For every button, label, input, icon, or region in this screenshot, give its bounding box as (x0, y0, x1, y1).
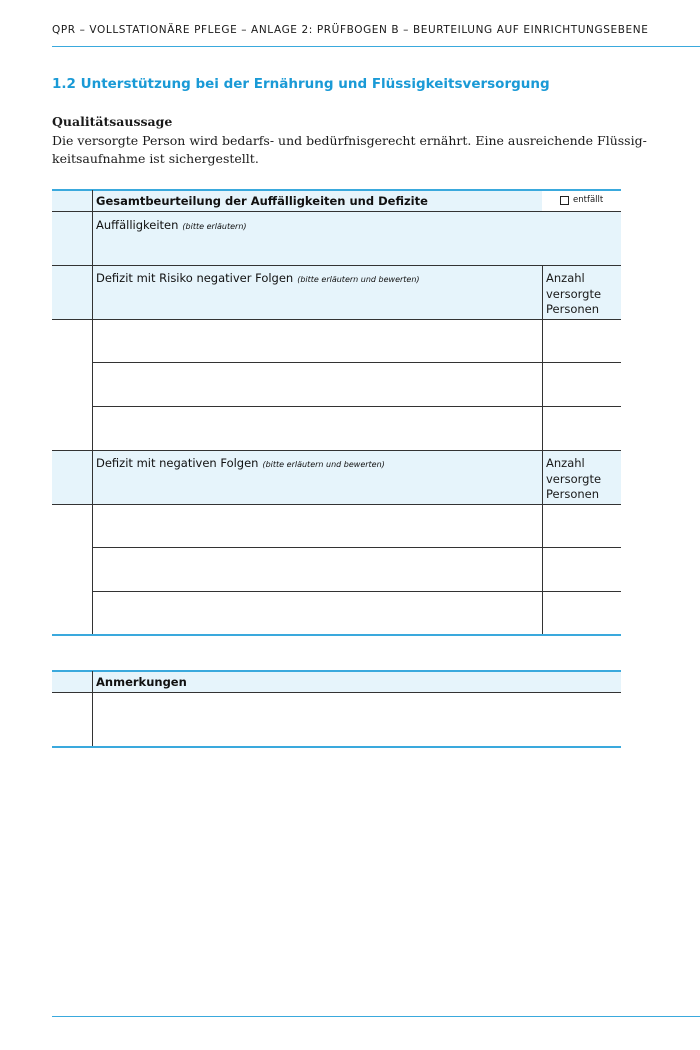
negativ-hint: (bitte erläutern und bewerten) (262, 460, 385, 469)
qualitaetsaussage-heading: Qualitätsaussage (52, 114, 173, 129)
section-title: 1.2 Unterstützung bei der Ernährung und Flüssigkeitsversorgung (52, 76, 550, 92)
entfaellt-checkbox[interactable] (560, 196, 569, 205)
header-rule (52, 46, 700, 47)
running-header: QPR – VOLLSTATIONÄRE PFLEGE – ANLAGE 2: PRÜFBOGEN B – BEURTEILUNG AUF EINRICHTUNGSEBENE (52, 24, 649, 36)
qualitaetsaussage-line-2: keitsaufnahme ist sichergestellt. (52, 151, 259, 166)
negativ-count-field-1[interactable] (543, 505, 621, 547)
anmerkungen-field[interactable] (93, 693, 621, 746)
header-label: Gesamtbeurteilung der Auffälligkeiten und Defizite (96, 194, 428, 208)
risiko-anzahl-header: Anzahl versorgte Personen (546, 271, 602, 316)
cell-fill (52, 190, 92, 211)
negativ-label: Defizit mit negativen Folgen (bitte erläutern und bewerten) (96, 456, 385, 470)
table-bottom-rule (52, 634, 621, 636)
table-top-rule (52, 189, 621, 191)
notes-top-rule (52, 670, 621, 672)
risiko-count-field-3[interactable] (543, 407, 621, 450)
entfaellt-option[interactable] (560, 195, 603, 205)
footer-rule (52, 1016, 700, 1017)
negativ-count-field-2[interactable] (543, 548, 621, 591)
auffaelligkeiten-label: Auffälligkeiten (bitte erläutern) (96, 218, 247, 232)
risiko-description-field-3[interactable] (93, 407, 542, 450)
row-divider (52, 265, 621, 266)
negativ-description-field-3[interactable] (93, 592, 542, 635)
risiko-hint: (bitte erläutern und bewerten) (297, 275, 420, 284)
qualitaetsaussage-text (52, 132, 647, 168)
assessment-table (52, 189, 621, 637)
risiko-count-field-1[interactable] (543, 320, 621, 362)
row-divider (52, 211, 621, 212)
negativ-description-field-2[interactable] (93, 548, 542, 591)
negativ-count-field-3[interactable] (543, 592, 621, 635)
risiko-description-field-1[interactable] (93, 320, 542, 362)
notes-table (52, 670, 621, 750)
risiko-description-field-2[interactable] (93, 363, 542, 406)
risiko-count-field-2[interactable] (543, 363, 621, 406)
negativ-description-field-1[interactable] (93, 505, 542, 547)
auffaelligkeiten-hint: (bitte erläutern) (182, 222, 247, 231)
risiko-label: Defizit mit Risiko negativer Folgen (bitte erläutern und bewerten) (96, 271, 420, 285)
qualitaetsaussage-line-1: Die versorgte Person wird bedarfs- und bedürfnisgerecht ernährt. Eine ausreichende Flüssig- (52, 133, 647, 148)
entfaellt-label: entfällt (573, 195, 604, 205)
anmerkungen-label: Anmerkungen (96, 675, 187, 689)
notes-bottom-rule (52, 746, 621, 748)
row-divider (52, 450, 621, 451)
negativ-anzahl-header: Anzahl versorgte Personen (546, 456, 602, 501)
